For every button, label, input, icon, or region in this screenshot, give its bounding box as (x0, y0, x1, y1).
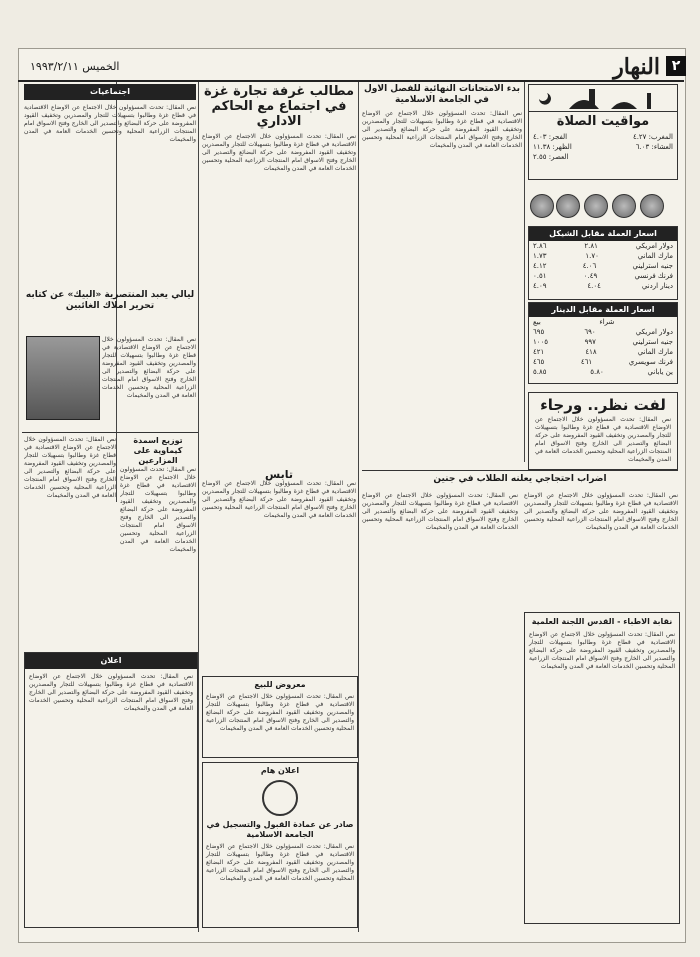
forex-dinar-title: اسعار العملة مقابل الدينار (529, 303, 677, 317)
forex-row-buy: ٤.٠٤ (587, 282, 601, 290)
exams-headline: بدء الامتحانات النهائية للفصل الاول في الجامعة الاسلامية (363, 84, 520, 105)
coin-icon (640, 194, 664, 218)
health-body: نص المقال: تحدث المسؤولون خلال الاجتماع عن الاوضاع الاقتصادية في قطاع غزة وطالبوا بتسهيلات للتجار والمصدرين وتخفيف القيود المفروضة على حركة البضائع والتصدير الى الخارج وفتح الاسواق امام المنتجات الزراعية المحلية وتحسين الخدمات العامة في المدن والمخيمات (120, 466, 196, 553)
forex-row-name: دينار اردني (641, 282, 673, 290)
social-body: نص المقال: تحدث المسؤولون خلال الاجتماع عن الاوضاع الاقتصادية في قطاع غزة وطالبوا بتسهيلات للتجار والمصدرين وتخفيف القيود المفروضة على حركة البضائع والتصدير الى الخارج وفتح الاسواق امام المنتجات الزراعية المحلية وتحسين الخدمات العامة في المدن والمخيمات (24, 104, 196, 143)
university-headline: اعلان هام (260, 766, 300, 775)
forex-row-sell: ٤٦٥ (533, 358, 545, 366)
forex-row-name: ين ياباني (647, 368, 673, 376)
coin-icon (556, 194, 580, 218)
strike-body: نص المقال: تحدث المسؤولون خلال الاجتماع عن الاوضاع الاقتصادية في قطاع غزة وطالبوا بتسهيلات للتجار والمصدرين وتخفيف القيود المفروضة على حركة البضائع والتصدير الى الخارج وفتح الاسواق امام المنتجات الزراعية المحلية وتحسين الخدمات العامة في المدن والمخيمات (524, 492, 678, 531)
forex-row-name: مارك الماني (637, 348, 673, 356)
university-body: نص المقال: تحدث المسؤولون خلال الاجتماع عن الاوضاع الاقتصادية في قطاع غزة وطالبوا بتسهيلات للتجار والمصدرين وتخفيف القيود المفروضة على حركة البضائع والتصدير الى الخارج وفتح الاسواق امام المنتجات الزراعية المحلية وتحسين الخدمات العامة في المدن والمخيمات (206, 843, 354, 882)
portrait-photo (26, 336, 100, 420)
nusr-headline: ليالي يعبد المنتصرية «البيك» عن كتابه تحرير املاك الغائبين (25, 290, 195, 311)
prayer-times-box (528, 84, 678, 180)
prayer-isha: العشاء: ٦.٠٣ (635, 143, 673, 151)
gaza-trade-article (202, 84, 356, 464)
doctors-notice (524, 612, 680, 924)
prayer-title: مواقيت الصلاة (556, 114, 650, 129)
exams-article (362, 84, 522, 462)
forex-row-buy: ٢.٨١ (584, 242, 598, 250)
gaza-trade-headline: مطالب غرفة تجارة غزة في اجتماع مع الحاكم الاداري (203, 84, 355, 129)
forex-row-buy: ٤٦١ (580, 358, 593, 366)
doctors-headline: نقابة الاطباء - القدس اللجنة العلمية (531, 617, 673, 626)
forex-row-name: فرنك فرنسي (634, 272, 673, 280)
prayer-zuhr: الظهر: ١١.٣٨ (533, 143, 572, 151)
university-seal-icon (262, 780, 298, 816)
tabis-headline: تابس (265, 470, 293, 481)
nusr-article (24, 290, 196, 330)
column-divider (358, 82, 359, 932)
coin-icon (584, 194, 608, 218)
col-sell-label: بيع (533, 318, 541, 326)
health-headline: توزيع اسمدة كيماوية على المزارعين (133, 436, 183, 465)
divider (22, 432, 198, 433)
forex-row-sell: ٦٩٥ (533, 328, 545, 336)
ads-body: نص المقال: تحدث المسؤولون خلال الاجتماع عن الاوضاع الاقتصادية في قطاع غزة وطالبوا بتسهيلات للتجار والمصدرين وتخفيف القيود المفروضة على حركة البضائع والتصدير الى الخارج وفتح الاسواق امام المنتجات الزراعية المحلية وتحسين الخدمات العامة في المدن والمخيمات (29, 673, 193, 712)
forex-row-sell: ٢.٨٦ (533, 242, 547, 250)
forex-shekel-title: اسعار العملة مقابل الشيكل (529, 227, 677, 241)
notice-title: لفت نظر.. ورجاء (540, 396, 666, 414)
forex-row-buy: ٥.٨٠ (590, 368, 604, 376)
forex-row-sell: ٥.٨٥ (533, 368, 547, 376)
forex-row-buy: ٤١٨ (585, 348, 597, 356)
doctors-body: نص المقال: تحدث المسؤولون خلال الاجتماع عن الاوضاع الاقتصادية في قطاع غزة وطالبوا بتسهيلات للتجار والمصدرين وتخفيف القيود المفروضة على حركة البضائع والتصدير الى الخارج وفتح الاسواق امام المنتجات الزراعية المحلية وتحسين الخدمات العامة في المدن والمخيمات (529, 631, 675, 670)
coin-icon (612, 194, 636, 218)
for-sale-ad (202, 676, 358, 758)
nusr-body: نص المقال: تحدث المسؤولون خلال الاجتماع عن الاوضاع الاقتصادية في قطاع غزة وطالبوا بتسهيلات للتجار والمصدرين وتخفيف القيود المفروضة على حركة البضائع والتصدير الى الخارج وفتح الاسواق امام المنتجات الزراعية المحلية وتحسين الخدمات العامة في المدن والمخيمات (102, 336, 196, 399)
forex-shekel-table (528, 226, 678, 300)
university-subhead: صادر عن عمادة القبول والتسجيل في الجامعة الاسلامية (206, 820, 354, 839)
for-sale-headline: معروض للبيع (254, 680, 306, 689)
forex-row-sell: ٠.٥١ (533, 272, 547, 280)
forex-row-name: جنيه استرليني (632, 262, 673, 270)
divider (362, 470, 678, 471)
for-sale-body: نص المقال: تحدث المسؤولون خلال الاجتماع عن الاوضاع الاقتصادية في قطاع غزة وطالبوا بتسهيلات للتجار والمصدرين وتخفيف القيود المفروضة على حركة البضائع والتصدير الى الخارج وفتح الاسواق امام المنتجات الزراعية المحلية وتحسين الخدمات العامة في المدن والمخيمات (206, 693, 354, 732)
prayer-fajr: الفجر: ٤.٠٣ (533, 133, 568, 141)
masthead-logo: النهار (613, 54, 660, 80)
column-divider (198, 82, 199, 932)
notice-body: نص المقال: تحدث المسؤولون خلال الاجتماع عن الاوضاع الاقتصادية في قطاع غزة وطالبوا بتسهيلات للتجار والمصدرين وتخفيف القيود المفروضة على حركة البضائع والتصدير الى الخارج وفتح الاسواق امام المنتجات الزراعية المحلية وتحسين الخدمات العامة في المدن والمخيمات (535, 416, 671, 463)
forex-row-sell: ٤٢١ (533, 348, 545, 356)
mosque-skyline-icon (529, 85, 677, 112)
tabis-body: نص المقال: تحدث المسؤولون خلال الاجتماع عن الاوضاع الاقتصادية في قطاع غزة وطالبوا بتسهيلات للتجار والمصدرين وتخفيف القيود المفروضة على حركة البضائع والتصدير الى الخارج وفتح الاسواق امام المنتجات الزراعية المحلية وتحسين الخدمات العامة في المدن والمخيمات (202, 480, 356, 519)
forex-row-buy: ٦٩٠ (584, 328, 596, 336)
coin-icon (530, 194, 554, 218)
forex-row-buy: ١.٧٠ (585, 252, 599, 260)
forex-row-buy: ٤.٠٦ (582, 262, 597, 270)
column-divider (524, 82, 525, 462)
exams-body: نص المقال: تحدث المسؤولون خلال الاجتماع عن الاوضاع الاقتصادية في قطاع غزة وطالبوا بتسهيلات للتجار والمصدرين وتخفيف القيود المفروضة على حركة البضائع والتصدير الى الخارج وفتح الاسواق امام المنتجات الزراعية المحلية وتحسين الخدمات العامة في المدن والمخيمات (362, 110, 522, 149)
forex-row-buy: ٩٩٧ (584, 338, 596, 346)
health-article (120, 436, 196, 646)
page-number: ٢ (666, 56, 686, 76)
strike-headline: اضراب احتجاجي يعلنه الطلاب في جنين (433, 474, 607, 484)
issue-date: الخميس ١٩٩٣/٢/١١ (30, 60, 120, 73)
forex-row-name: دولار امريكي (635, 328, 673, 336)
gaza-trade-body: نص المقال: تحدث المسؤولون خلال الاجتماع عن الاوضاع الاقتصادية في قطاع غزة وطالبوا بتسهيلات للتجار والمصدرين وتخفيف القيود المفروضة على حركة البضائع والتصدير الى الخارج وفتح الاسواق امام المنتجات الزراعية المحلية وتحسين الخدمات العامة في المدن والمخيمات (202, 133, 356, 172)
forex-row-buy: ٠.٤٩ (583, 272, 598, 280)
university-notice (202, 762, 358, 928)
prayer-asr: العصر: ٢.٥٥ (533, 153, 569, 161)
right-lower-body: نص المقال: تحدث المسؤولون خلال الاجتماع عن الاوضاع الاقتصادية في قطاع غزة وطالبوا بتسهيلات للتجار والمصدرين وتخفيف القيود المفروضة على حركة البضائع والتصدير الى الخارج وفتح الاسواق امام المنتجات الزراعية المحلية وتحسين الخدمات العامة في المدن والمخيمات (362, 492, 518, 531)
tabis-article (202, 470, 356, 670)
left-column-body: نص المقال: تحدث المسؤولون خلال الاجتماع عن الاوضاع الاقتصادية في قطاع غزة وطالبوا بتسهيلات للتجار والمصدرين وتخفيف القيود المفروضة على حركة البضائع والتصدير الى الخارج وفتح الاسواق امام المنتجات الزراعية المحلية وتحسين الخدمات العامة في المدن والمخيمات (24, 436, 116, 499)
ads-headline: اعلان (25, 653, 197, 669)
notice-box (528, 392, 678, 470)
prayer-maghrib: المغرب: ٤.٢٧ (632, 133, 673, 141)
social-article (24, 84, 196, 284)
strike-article (362, 474, 678, 488)
forex-row-name: جنيه استرليني (632, 338, 673, 346)
forex-row-sell: ٤.١٢ (533, 262, 547, 270)
forex-row-name: فرنك سويسري (628, 358, 673, 366)
forex-dinar-table (528, 302, 678, 384)
ads-box (24, 652, 198, 928)
forex-row-name: دولار امريكي (635, 242, 673, 250)
col-buy-label: شراء (599, 318, 615, 326)
forex-row-sell: ١٠٠٥ (533, 338, 549, 346)
forex-row-sell: ١.٧٣ (533, 252, 547, 260)
forex-row-sell: ٤.٠٩ (533, 282, 547, 290)
social-headline: اجتماعيات (24, 84, 196, 100)
forex-row-name: مارك الماني (637, 252, 673, 260)
